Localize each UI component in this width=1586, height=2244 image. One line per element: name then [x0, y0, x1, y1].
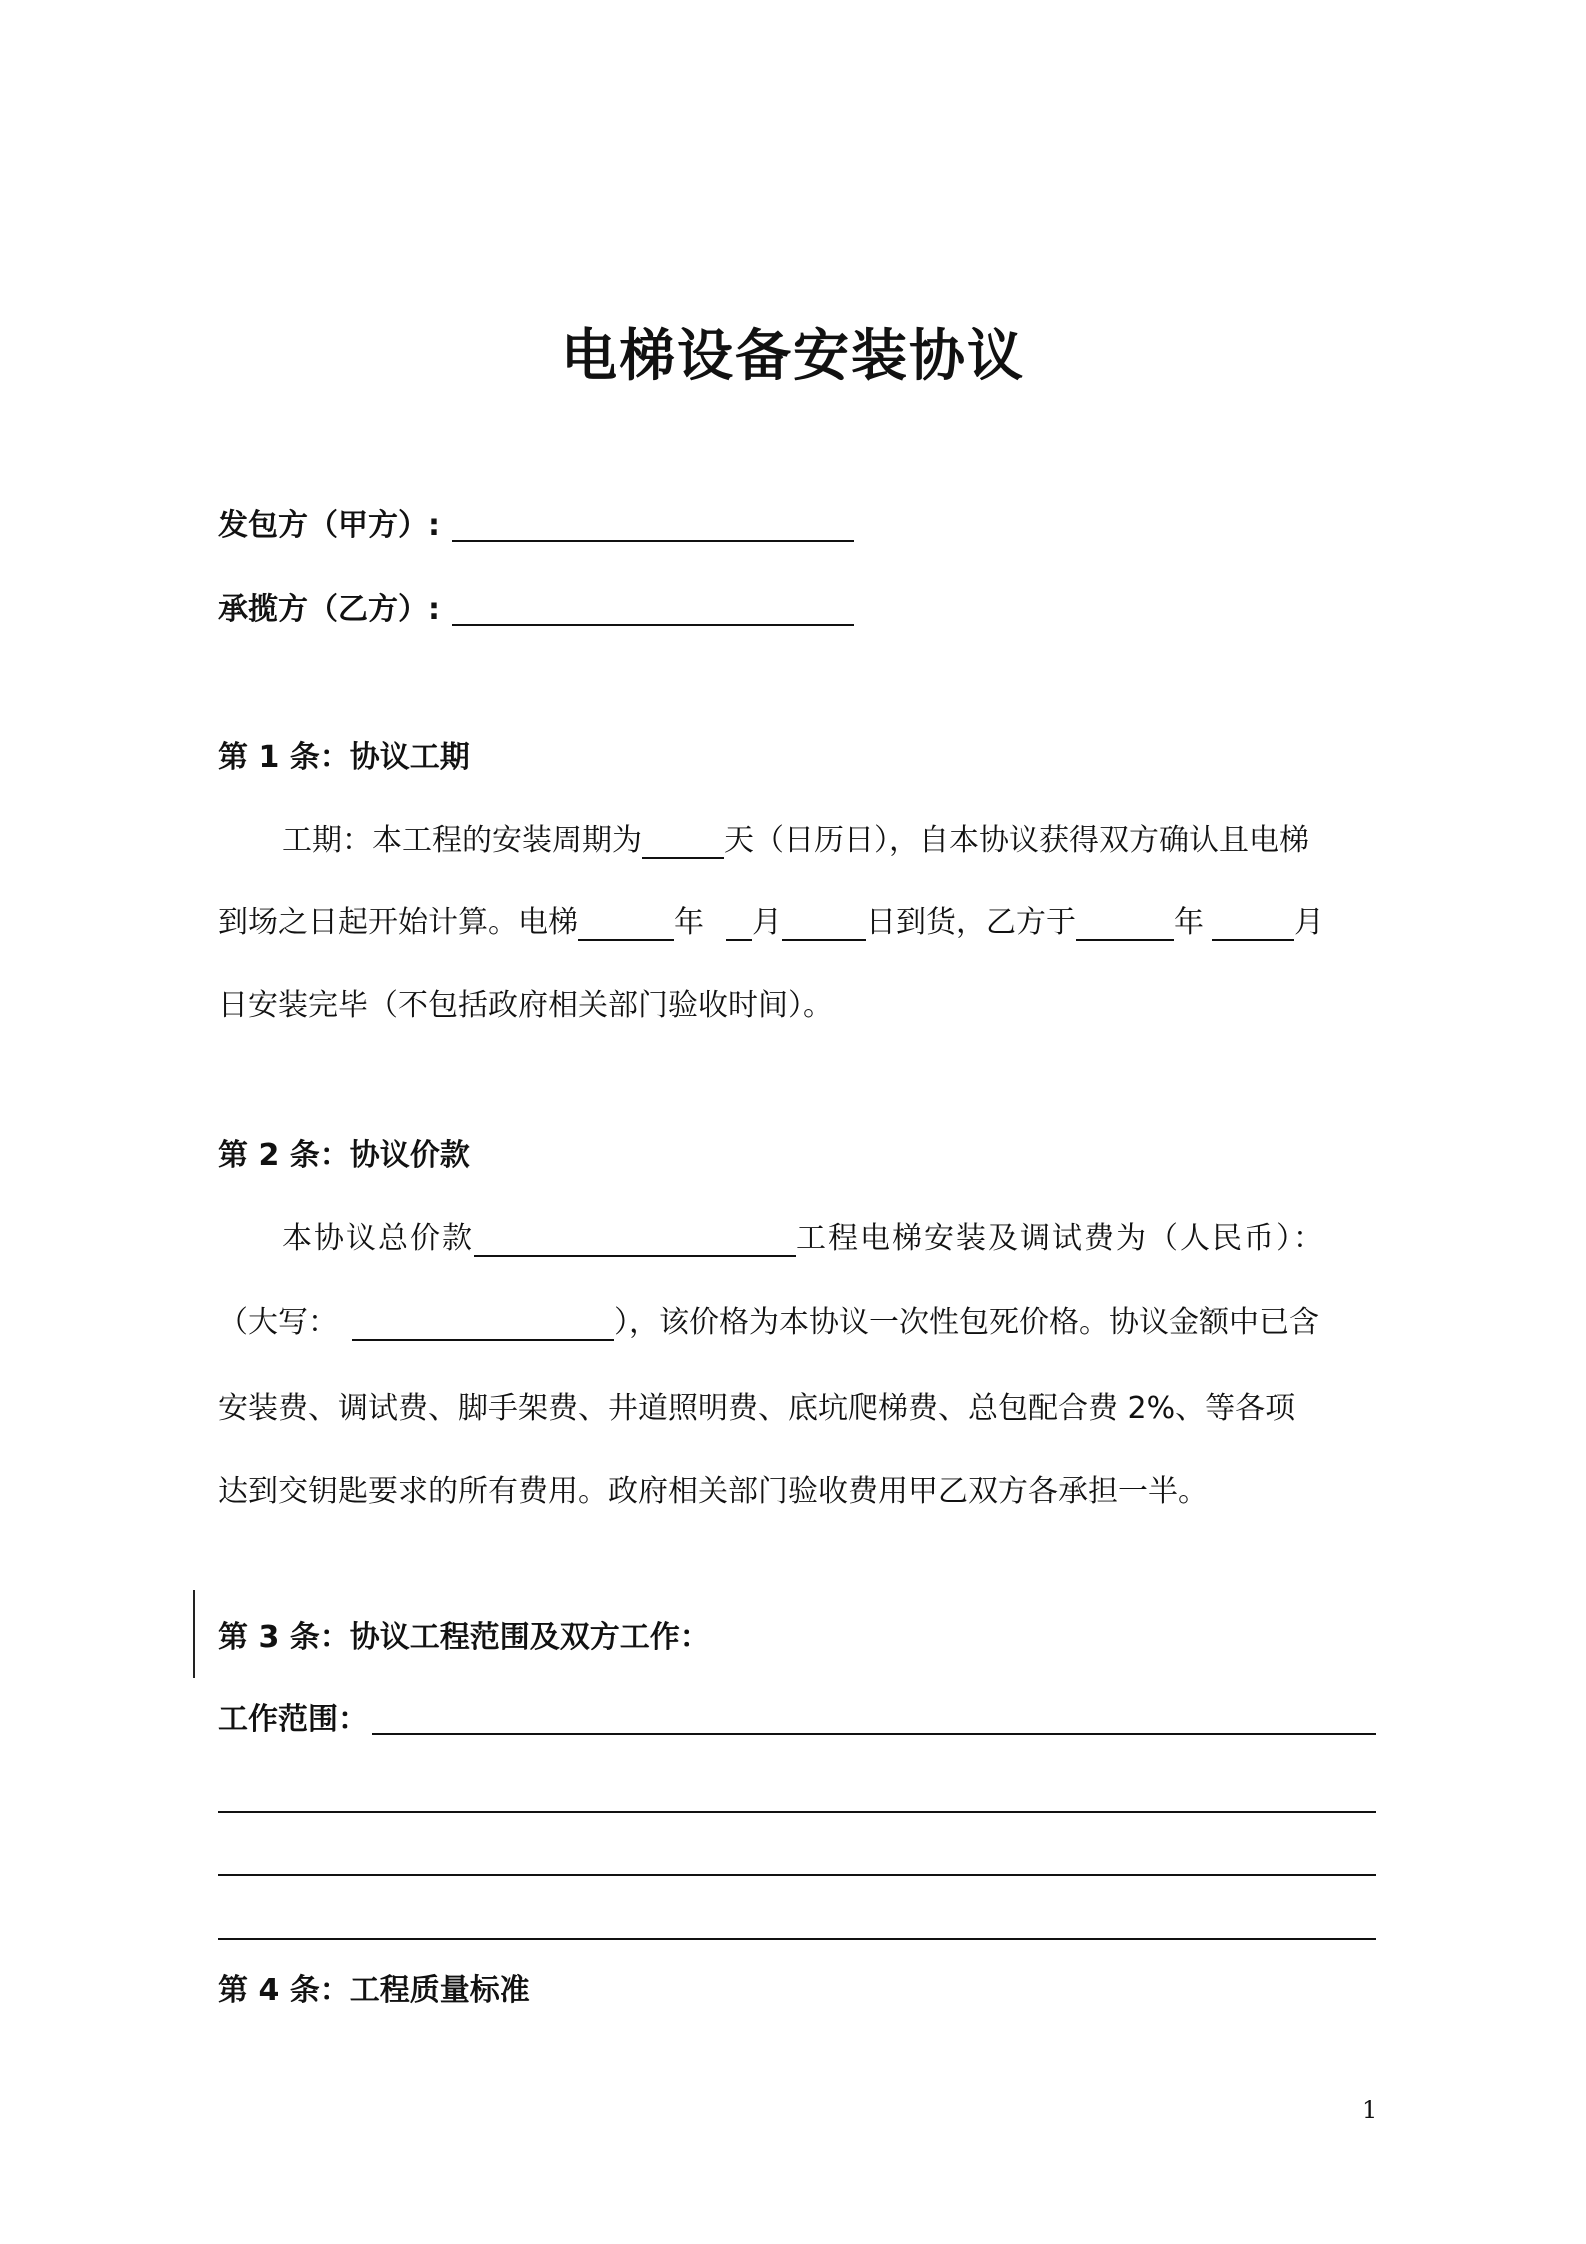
article-1-text: 月 — [1294, 905, 1324, 940]
article-2-text: 本协议总价款 — [282, 1221, 474, 1256]
arrival-month-field[interactable] — [726, 905, 752, 941]
completion-month-field[interactable] — [1212, 905, 1294, 941]
article-1-text: 年 — [1174, 905, 1204, 940]
amount-in-words-field[interactable] — [352, 1305, 614, 1341]
scope-line-3[interactable] — [218, 1874, 1376, 1876]
article-1-text: 天（日历日），自本协议获得双方确认且电梯 — [724, 823, 1309, 858]
article-1-line-3: 日安装完毕（不包括政府相关部门验收时间）。 — [218, 988, 833, 1023]
party-b-field[interactable] — [452, 624, 854, 626]
article-1-text: 到场之日起开始计算。电梯 — [218, 905, 578, 940]
article-1-line-2 — [218, 897, 1324, 941]
article-1-text: 日到货，乙方于 — [866, 905, 1076, 940]
party-b-row — [218, 584, 440, 628]
article-2-text: （大写： — [218, 1305, 338, 1340]
article-2-heading: 第 2 条：协议价款 — [218, 1138, 470, 1173]
article-1-text: 工期：本工程的安装周期为 — [282, 823, 642, 858]
article-2-line-1 — [282, 1213, 1325, 1257]
party-a-field[interactable] — [452, 540, 854, 542]
article-1-heading: 第 1 条：协议工期 — [218, 740, 470, 775]
arrival-day-field[interactable] — [782, 905, 866, 941]
article-3-heading: 第 3 条：协议工程范围及双方工作： — [218, 1620, 710, 1655]
party-a-row — [218, 500, 440, 544]
article-1-text: 年 — [674, 905, 704, 940]
document-title: 电梯设备安装协议 — [561, 324, 1025, 389]
project-name-field[interactable] — [474, 1221, 796, 1257]
article-2-line-3: 安装费、调试费、脚手架费、井道照明费、底坑爬梯费、总包配合费 2%、等各项 — [218, 1391, 1296, 1426]
article-2-line-4: 达到交钥匙要求的所有费用。政府相关部门验收费用甲乙双方各承担一半。 — [218, 1474, 1208, 1509]
article-1-text: 月 — [752, 905, 782, 940]
article-1-line-1 — [282, 815, 1309, 859]
scope-label: 工作范围： — [218, 1702, 368, 1737]
text-cursor — [193, 1590, 195, 1678]
article-2-line-2 — [218, 1297, 1319, 1341]
article-2-text: ），该价格为本协议一次性包死价格。协议金额中已含 — [614, 1305, 1319, 1340]
completion-year-field[interactable] — [1076, 905, 1174, 941]
duration-days-field[interactable] — [642, 823, 724, 859]
article-2-text: 工程电梯安装及调试费为（人民币）： — [796, 1221, 1325, 1256]
party-b-label: 承揽方（乙方）: — [218, 592, 440, 627]
scope-line-4[interactable] — [218, 1938, 1376, 1940]
party-a-label: 发包方（甲方）: — [218, 508, 440, 543]
page-number: 1 — [1362, 2096, 1378, 2124]
article-4-heading: 第 4 条：工程质量标准 — [218, 1973, 530, 2008]
scope-line-1[interactable] — [372, 1733, 1376, 1735]
arrival-year-field[interactable] — [578, 905, 674, 941]
scope-line-2[interactable] — [218, 1811, 1376, 1813]
